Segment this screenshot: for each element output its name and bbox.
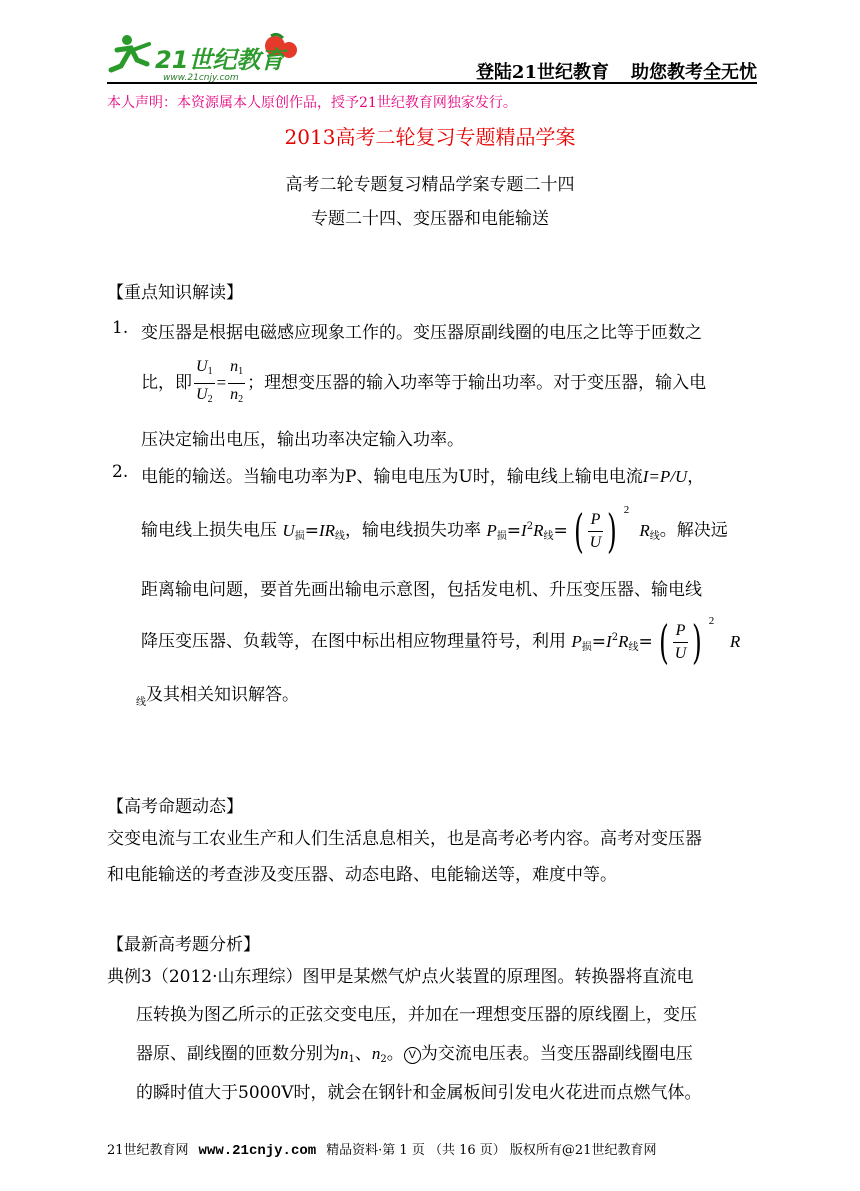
paragraph-line: 压转换为图乙所示的正弦交变电压，并加在一理想变压器的原线圈上，变压 — [136, 1005, 697, 1025]
text-span: 及其相关知识解答。 — [146, 685, 299, 705]
section-heading-exam-analysis: 【最新高考题分析】 — [107, 935, 260, 955]
topic-title: 专题二十四、变压器和电能输送 — [311, 209, 549, 229]
paragraph-line: 交变电流与工农业生产和人们生活息息相关，也是高考必考内容。高考对变压器 — [107, 829, 702, 849]
turns-ratio-fraction: $\frac{n_1}{n_2}$ — [230, 358, 244, 405]
logo-url: www.21cnjy.com — [163, 73, 239, 82]
list-number: 1. — [112, 318, 129, 338]
paragraph-line: 比，即 $\frac{U_1}{U_2}$ = $\frac{n_1}{n_2}$ ；理想变压器的输入功率等于输出功率。对于变压器，输入电 — [141, 356, 706, 411]
text-span: ， — [687, 467, 705, 487]
footer-site-link[interactable]: www.21cnjy.com — [198, 1143, 317, 1159]
paragraph-line — [141, 615, 741, 669]
paragraph-line — [141, 462, 704, 487]
section-heading-exam-trends: 【高考命题动态】 — [107, 797, 243, 817]
header-divider — [107, 82, 757, 84]
site-logo[interactable] — [107, 30, 307, 82]
text-span: ，输电线损失功率 — [344, 520, 481, 541]
page-header — [107, 30, 757, 82]
document-subtitle: 高考二轮专题复习精品学案专题二十四 — [285, 175, 575, 195]
paragraph-line: $_线$及其相关知识解答。 — [136, 685, 299, 708]
paragraph-line: 的瞬时值大于5000V时，就会在钢针和金属板间引发电火花进而点燃气体。 — [136, 1083, 702, 1103]
power-loss-formula: $P_损=I^2R_线=$ ( $\frac{P}{U}$ ) 2 $R_线$ — [486, 504, 660, 558]
paragraph-line: 压决定输出电压，输出功率决定输入功率。 — [141, 430, 464, 450]
text-span: 为交流电压表。当变压器副线圈电压 — [420, 1044, 693, 1064]
text-span: 器原、副线圈的匝数分别为 — [136, 1044, 340, 1064]
text-span: 降压变压器、负载等，在图中标出相应物理量符号，利用 — [141, 631, 566, 652]
slogan-motto: 助您教考全无忧 — [631, 62, 757, 83]
document-title: 2013高考二轮复习专题精品学案 — [284, 125, 576, 149]
power-loss-formula-2: $P_损=I^2R_线=$ ( $\frac{P}{U}$ ) 2 R — [571, 615, 741, 669]
text-span: 比，即 — [141, 373, 192, 393]
paragraph-line — [141, 504, 728, 558]
paragraph-line: 变压器是根据电磁感应现象工作的。变压器原副线圈的电压之比等于匝数之 — [141, 323, 702, 343]
text-span: 。 — [386, 1044, 404, 1064]
slogan-login[interactable]: 登陆21世纪教育 — [475, 62, 609, 83]
copyright-notice: 本人声明：本资源属本人原创作品，授予21世纪教育网独家发行。 — [107, 95, 517, 111]
voltmeter-icon: V — [404, 1047, 421, 1064]
current-formula: I=P/U — [642, 467, 688, 486]
list-number: 2. — [112, 462, 129, 482]
voltage-loss-formula: $U_损=IR_线$ — [282, 520, 345, 542]
voltage-ratio-fraction: $\frac{U_1}{U_2}$ — [196, 358, 213, 405]
paragraph-line: 器原、副线圈的匝数分别为$n_1$、$n_2$。 V 为交流电压表。当变压器副线圈电压 — [136, 1044, 693, 1065]
section-heading-key-knowledge: 【重点知识解读】 — [107, 283, 243, 303]
paragraph-line: 距离输电问题，要首先画出输电示意图，包括发电机、升压变压器、输电线 — [141, 580, 702, 600]
paragraph-line: 和电能输送的考查涉及变压器、动态电路、电能输送等，难度中等。 — [107, 865, 617, 885]
text-span: 。解决远 — [659, 520, 728, 541]
paragraph-line: 典例3（2012·山东理综）图甲是某燃气炉点火装置的原理图。转换器将直流电 — [107, 967, 694, 987]
text-span: 输电线上损失电压 — [141, 520, 277, 541]
logo-text: 21世纪教育 — [155, 46, 285, 74]
footer-site-name: 21世纪教育网 — [107, 1143, 189, 1158]
runner-icon — [111, 35, 149, 70]
text-span: 电能的输送。当输电功率为P、输电电压为U时，输电线上输电电流 — [141, 467, 643, 487]
header-slogan — [454, 58, 757, 84]
text-span: ；理想变压器的输入功率等于输出功率。对于变压器，输入电 — [247, 373, 707, 393]
page-footer — [107, 1139, 757, 1159]
footer-page-info: 精品资料·第 1 页 （共 16 页） 版权所有@21世纪教育网 — [326, 1143, 657, 1158]
